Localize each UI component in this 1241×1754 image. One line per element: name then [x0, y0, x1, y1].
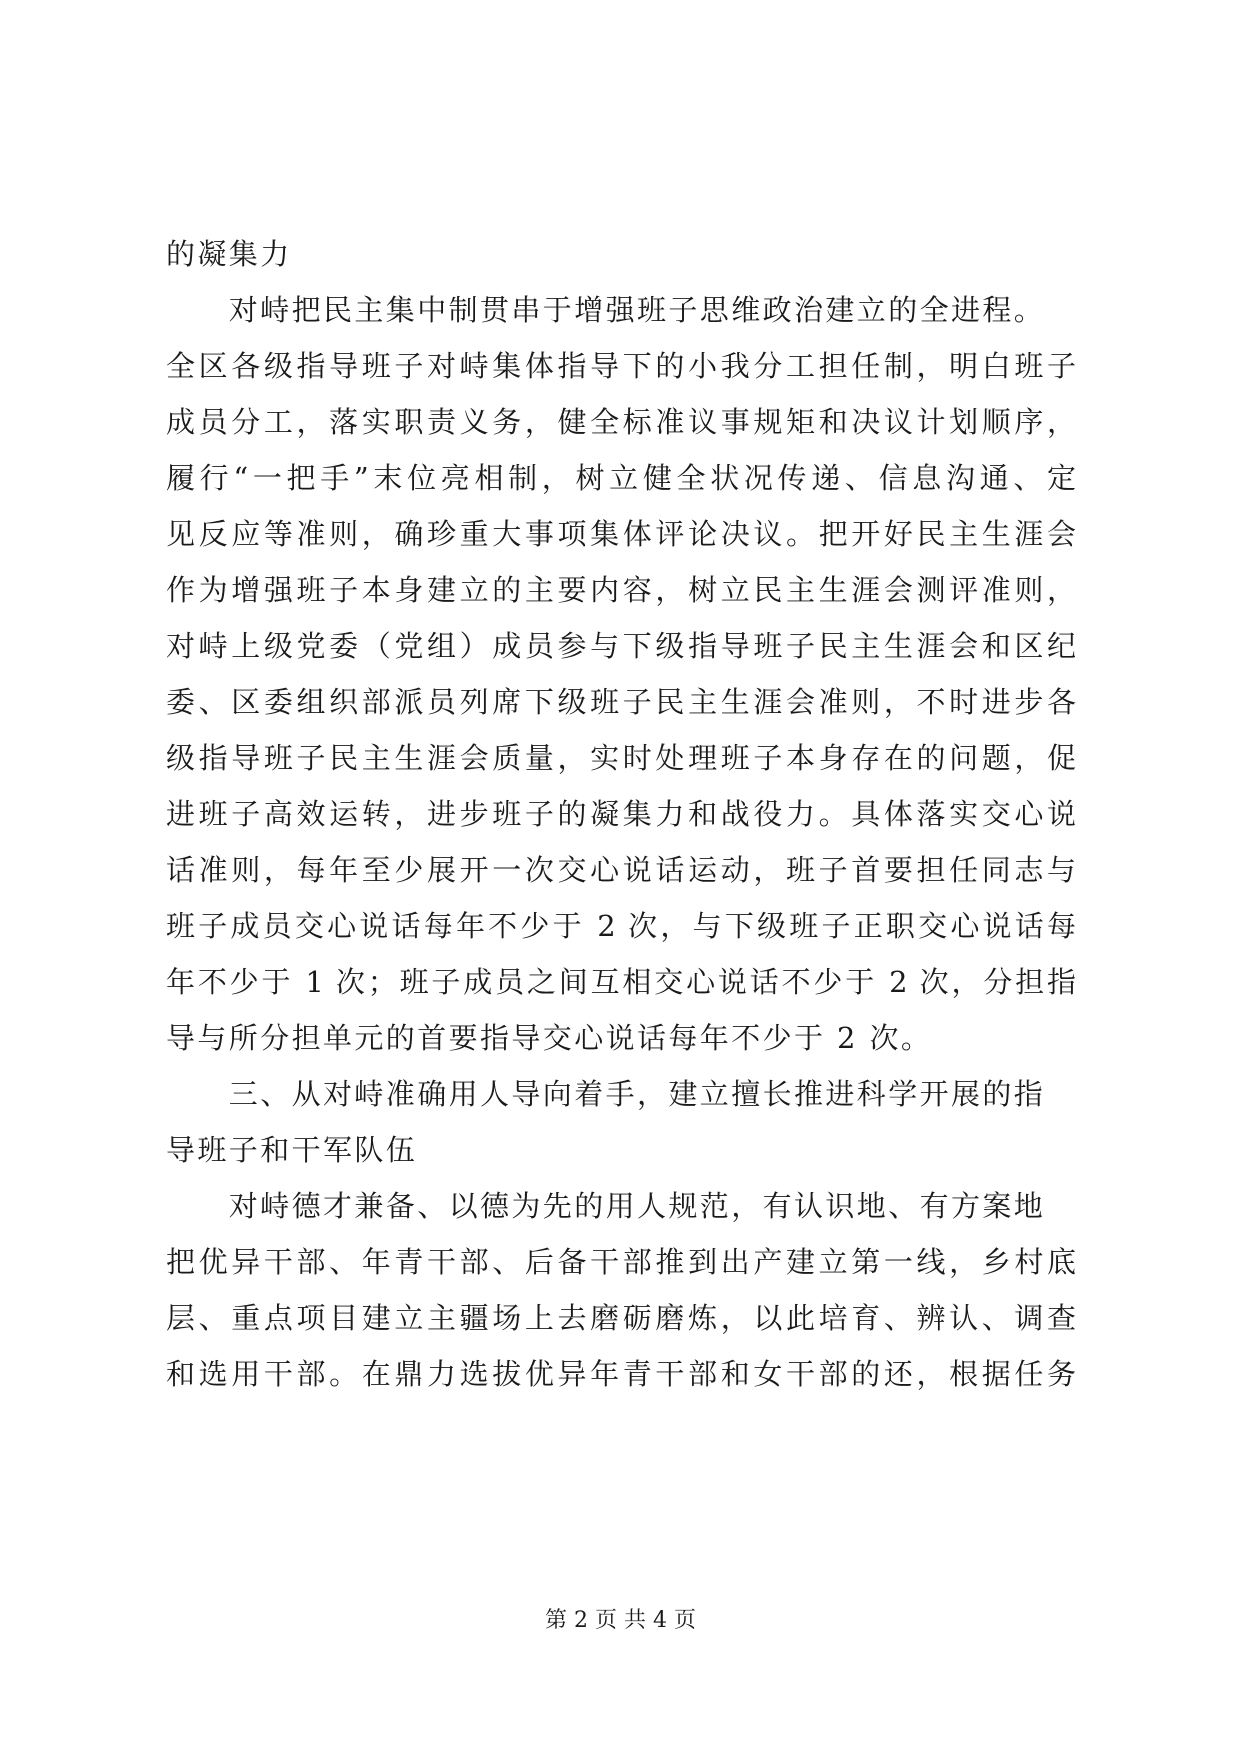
text-line: 履行“一把手”末位亮相制，树立健全状况传递、信息沟通、定 — [166, 461, 1076, 495]
text-line: 的凝集力 — [166, 237, 292, 271]
text-line: 进班子高效运转，进步班子的凝集力和战役力。具体落实交心说 — [166, 797, 1076, 831]
text-line: 对峙上级党委（党组）成员参与下级指导班子民主生涯会和区纪 — [166, 629, 1076, 663]
text-line: 把优异干部、年青干部、后备干部推到出产建立第一线，乡村底 — [166, 1245, 1076, 1279]
text-line: 见反应等准则，确珍重大事项集体评论决议。把开好民主生涯会 — [166, 517, 1076, 551]
text-line: 级指导班子民主生涯会质量，实时处理班子本身存在的问题，促 — [166, 741, 1076, 775]
text-line: 层、重点项目建立主疆场上去磨砺磨炼，以此培育、辨认、调查 — [166, 1301, 1076, 1335]
text-line: 委、区委组织部派员列席下级班子民主生涯会准则，不时进步各 — [166, 685, 1076, 719]
text-line: 话准则，每年至少展开一次交心说话运动，班子首要担任同志与 — [166, 853, 1076, 887]
text-line: 和选用干部。在鼎力选拔优异年青干部和女干部的还，根据任务 — [166, 1357, 1076, 1391]
page-number-footer: 第 2 页 共 4 页 — [545, 1608, 696, 1633]
section-heading-line: 三、从对峙准确用人导向着手，建立擅长推进科学开展的指 — [166, 1077, 1046, 1111]
section-heading-line: 导班子和干军队伍 — [166, 1133, 418, 1167]
text-line: 作为增强班子本身建立的主要内容，树立民主生涯会测评准则， — [166, 573, 1076, 607]
text-line: 全区各级指导班子对峙集体指导下的小我分工担任制，明白班子 — [166, 349, 1076, 383]
text-line: 班子成员交心说话每年不少于 2 次，与下级班子正职交心说话每 — [166, 909, 1076, 943]
text-line: 成员分工，落实职责义务，健全标准议事规矩和决议计划顺序， — [166, 405, 1076, 439]
text-line: 导与所分担单元的首要指导交心说话每年不少于 2 次。 — [166, 1021, 933, 1055]
paragraph-start-line: 对峙把民主集中制贯串于增强班子思维政治建立的全进程。 — [166, 293, 1046, 327]
paragraph-start-line: 对峙德才兼备、以德为先的用人规范，有认识地、有方案地 — [166, 1189, 1046, 1223]
text-line: 年不少于 1 次；班子成员之间互相交心说话不少于 2 次，分担指 — [166, 965, 1076, 999]
